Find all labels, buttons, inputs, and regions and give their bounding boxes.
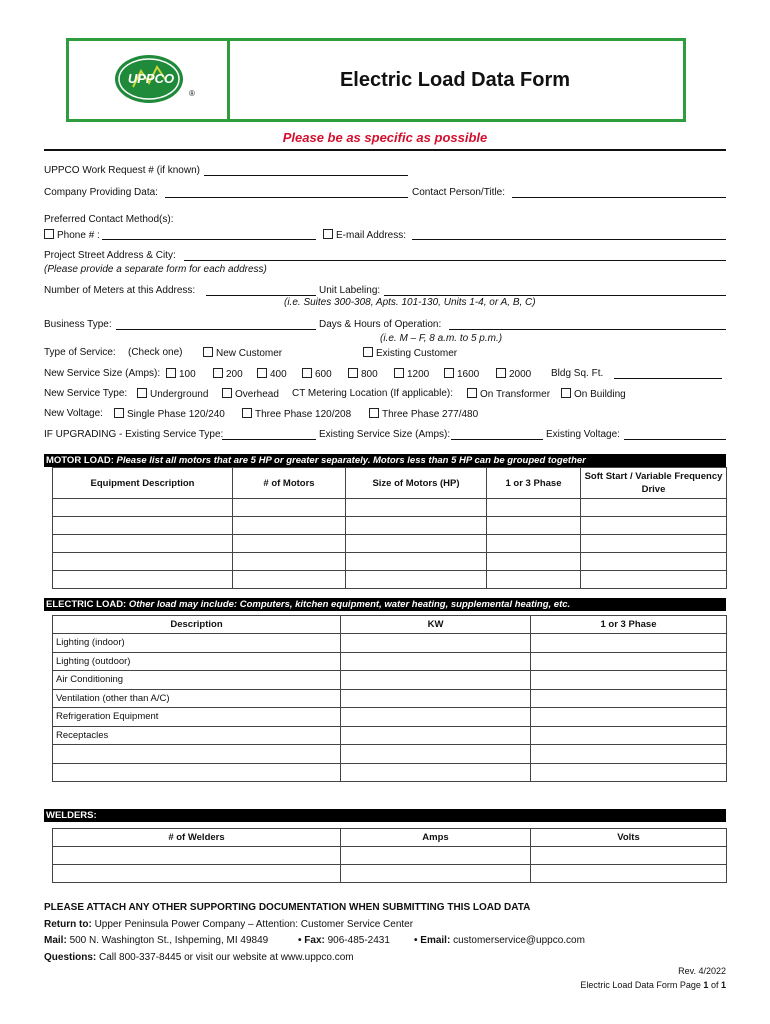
existing-service-type-input[interactable] (222, 429, 316, 440)
attach-notice: PLEASE ATTACH ANY OTHER SUPPORTING DOCUMENTATION WHEN SUBMITTING THIS LOAD DATA (44, 902, 531, 913)
email-option[interactable] (323, 229, 406, 241)
phone-label: Phone # : (57, 230, 100, 241)
underground-label: Underground (150, 389, 209, 400)
size-1200-label: 1200 (407, 369, 430, 380)
existing-voltage-input[interactable] (624, 429, 726, 440)
electric-row-label (53, 763, 341, 782)
work-request-input[interactable] (204, 165, 408, 176)
size-1600-label: 1600 (457, 369, 480, 380)
fax-line (298, 935, 390, 946)
bldg-sq-ft-input[interactable] (614, 368, 722, 379)
on-transformer-label: On Transformer (480, 389, 551, 400)
size-200-checkbox[interactable] (213, 368, 223, 378)
page-title: Electric Load Data Form (339, 69, 571, 91)
welders-col-volts: Volts (531, 829, 727, 847)
unit-labeling-input[interactable] (384, 285, 726, 296)
size-400-option[interactable] (257, 368, 287, 380)
table-row[interactable] (53, 634, 727, 653)
fax-text: 906-485-2431 (327, 935, 390, 946)
electric-load-title: ELECTRIC LOAD: (46, 599, 127, 610)
electric-load-instructions: Other load may include: Computers, kitchen equipment, water heating, supplemental heating, etc. (128, 599, 571, 610)
electric-header-row (53, 616, 727, 634)
logo-cell (69, 41, 230, 119)
welders-header-row (53, 829, 727, 847)
revision: Rev. 4/2022 (678, 966, 726, 976)
overhead-option[interactable] (222, 388, 279, 400)
ct-metering-label: CT Metering Location (If applicable): (292, 388, 454, 399)
electric-row-label: Ventilation (other than A/C) (53, 689, 341, 708)
electric-load-table (52, 615, 727, 782)
size-600-label: 600 (315, 369, 332, 380)
table-row[interactable] (53, 726, 727, 745)
table-row[interactable] (53, 865, 727, 883)
size-2000-checkbox[interactable] (496, 368, 506, 378)
size-800-checkbox[interactable] (348, 368, 358, 378)
logo-text: UPPCO (127, 71, 175, 86)
questions-line (44, 952, 354, 963)
meters-input[interactable] (206, 285, 316, 296)
contact-person-label: Contact Person/Title: (412, 187, 506, 198)
mail-label: Mail: (44, 935, 67, 946)
overhead-checkbox[interactable] (222, 388, 232, 398)
unit-labeling-note: (i.e. Suites 300-308, Apts. 101-130, Units 1-4, or A, B, C) (284, 297, 536, 308)
new-customer-label: New Customer (216, 348, 283, 359)
electric-row-label: Lighting (indoor) (53, 634, 341, 653)
page-total: 1 (720, 980, 726, 990)
on-building-label: On Building (574, 389, 626, 400)
title-cell (227, 41, 683, 119)
table-row[interactable] (53, 571, 727, 589)
motor-load-instructions: Please list all motors that are 5 HP or greater separately. Motors less than 5 HP can be grouped together (116, 455, 586, 466)
mail-line (44, 935, 268, 946)
email-line (414, 935, 585, 946)
size-800-label: 800 (361, 369, 378, 380)
electric-load-bar (44, 598, 726, 611)
three-phase-208-label: Three Phase 120/208 (255, 409, 352, 420)
return-label: Return to: (44, 919, 92, 930)
page-of: of (710, 980, 719, 990)
table-row[interactable] (53, 652, 727, 671)
work-request-label: UPPCO Work Request # (if known) (44, 165, 200, 176)
electric-col-description: Description (53, 616, 341, 634)
email-input[interactable] (412, 229, 726, 240)
motor-col-count: # of Motors (233, 468, 346, 499)
table-row[interactable] (53, 708, 727, 727)
welders-title: WELDERS: (46, 810, 97, 821)
size-800-option[interactable] (348, 368, 378, 380)
on-building-option[interactable] (561, 388, 626, 400)
new-customer-checkbox[interactable] (203, 347, 213, 357)
motor-load-title: MOTOR LOAD: (46, 455, 114, 466)
questions-text: Call 800-337-8445 or visit our website at www.uppco.com (99, 952, 354, 963)
days-hours-input[interactable] (449, 319, 726, 330)
motor-header-row (53, 468, 727, 499)
table-row[interactable] (53, 499, 727, 517)
three-phase-480-option[interactable] (369, 408, 478, 420)
existing-customer-checkbox[interactable] (363, 347, 373, 357)
business-type-input[interactable] (116, 319, 316, 330)
table-row[interactable] (53, 847, 727, 865)
three-phase-480-checkbox[interactable] (369, 408, 379, 418)
check-one-note: (Check one) (128, 347, 183, 358)
three-phase-480-label: Three Phase 277/480 (382, 409, 479, 420)
motor-load-bar (44, 454, 726, 467)
page-prefix: Electric Load Data Form Page (580, 980, 701, 990)
days-hours-note: (i.e. M – F, 8 a.m. to 5 p.m.) (380, 333, 503, 344)
size-600-option[interactable] (302, 368, 332, 380)
company-label: Company Providing Data: (44, 187, 158, 198)
size-200-label: 200 (226, 369, 243, 380)
size-2000-label: 2000 (509, 369, 532, 380)
underground-checkbox[interactable] (137, 388, 147, 398)
mail-text: 500 N. Washington St., Ishpeming, MI 49849 (69, 935, 269, 946)
existing-customer-label: Existing Customer (376, 348, 458, 359)
divider (44, 149, 726, 151)
underground-option[interactable] (137, 388, 208, 400)
electric-col-kw: KW (341, 616, 531, 634)
meters-label: Number of Meters at this Address: (44, 285, 196, 296)
registered-mark: ® (189, 89, 195, 98)
company-input[interactable] (165, 187, 408, 198)
electric-row-label (53, 745, 341, 764)
size-1200-checkbox[interactable] (394, 368, 404, 378)
return-text: Upper Peninsula Power Company – Attention: Customer Service Center (94, 919, 414, 930)
table-row[interactable] (53, 745, 727, 764)
phone-checkbox[interactable] (44, 229, 54, 239)
business-type-label: Business Type: (44, 319, 112, 330)
email-checkbox[interactable] (323, 229, 333, 239)
size-400-checkbox[interactable] (257, 368, 267, 378)
electric-row-label: Lighting (outdoor) (53, 652, 341, 671)
page-indicator (486, 980, 726, 990)
contact-person-input[interactable] (512, 187, 726, 198)
on-transformer-checkbox[interactable] (467, 388, 477, 398)
single-phase-option[interactable] (114, 408, 225, 420)
page-number: 1 (703, 980, 709, 990)
three-phase-208-option[interactable] (242, 408, 351, 420)
table-row[interactable] (53, 689, 727, 708)
size-1600-option[interactable] (444, 368, 479, 380)
motor-col-description: Equipment Description (53, 468, 233, 499)
size-100-label: 100 (179, 369, 196, 380)
questions-label: Questions: (44, 952, 97, 963)
welders-bar (44, 809, 726, 822)
motor-col-phase: 1 or 3 Phase (487, 468, 581, 499)
three-phase-208-checkbox[interactable] (242, 408, 252, 418)
days-hours-label: Days & Hours of Operation: (319, 319, 442, 330)
existing-customer-option[interactable] (363, 347, 457, 359)
subtitle: Please be as specific as possible (282, 130, 488, 145)
address-note: (Please provide a separate form for each address) (44, 264, 267, 275)
size-600-checkbox[interactable] (302, 368, 312, 378)
motor-load-table (52, 467, 727, 589)
welders-col-amps: Amps (341, 829, 531, 847)
table-row[interactable] (53, 535, 727, 553)
on-transformer-option[interactable] (467, 388, 550, 400)
overhead-label: Overhead (235, 389, 279, 400)
on-building-checkbox[interactable] (561, 388, 571, 398)
form-header (66, 38, 686, 122)
single-phase-checkbox[interactable] (114, 408, 124, 418)
electric-row-label: Air Conditioning (53, 671, 341, 690)
size-2000-option[interactable] (496, 368, 531, 380)
size-1200-option[interactable] (394, 368, 429, 380)
service-size-label: New Service Size (Amps): (44, 368, 161, 379)
welders-col-count: # of Welders (53, 829, 341, 847)
single-phase-label: Single Phase 120/240 (127, 409, 225, 420)
size-100-option[interactable] (166, 368, 196, 380)
unit-labeling-label: Unit Labeling: (319, 285, 381, 296)
email-label: E-mail Address: (336, 230, 407, 241)
phone-input[interactable] (102, 229, 316, 240)
motor-col-soft-start: Soft Start / Variable Frequency Drive (581, 468, 727, 499)
return-line (44, 919, 413, 930)
existing-size-input[interactable] (451, 429, 543, 440)
table-row[interactable] (53, 553, 727, 571)
welders-table (52, 828, 727, 883)
size-1600-checkbox[interactable] (444, 368, 454, 378)
type-of-service-label: Type of Service: (44, 347, 116, 358)
electric-row-label: Refrigeration Equipment (53, 708, 341, 727)
electric-col-phase: 1 or 3 Phase (531, 616, 727, 634)
motor-col-size: Size of Motors (HP) (346, 468, 487, 499)
fax-label: • Fax: (298, 935, 325, 946)
preferred-contact-label: Preferred Contact Method(s): (44, 214, 174, 225)
table-row[interactable] (53, 517, 727, 535)
email-footer-text[interactable]: customerservice@uppco.com (453, 935, 585, 946)
size-400-label: 400 (270, 369, 287, 380)
table-row[interactable] (53, 763, 727, 782)
address-label: Project Street Address & City: (44, 250, 176, 261)
new-voltage-label: New Voltage: (44, 408, 103, 419)
existing-size-label: Existing Service Size (Amps): (319, 429, 451, 440)
service-type-label: New Service Type: (44, 388, 128, 399)
size-100-checkbox[interactable] (166, 368, 176, 378)
phone-option[interactable] (44, 229, 100, 241)
upgrading-label: IF UPGRADING - Existing Service Type: (44, 429, 224, 440)
table-row[interactable] (53, 671, 727, 690)
bldg-sq-ft-label: Bldg Sq. Ft. (551, 368, 604, 379)
new-customer-option[interactable] (203, 347, 282, 359)
size-200-option[interactable] (213, 368, 243, 380)
electric-row-label: Receptacles (53, 726, 341, 745)
email-footer-label: • Email: (414, 935, 451, 946)
existing-voltage-label: Existing Voltage: (546, 429, 620, 440)
address-input[interactable] (184, 250, 726, 261)
